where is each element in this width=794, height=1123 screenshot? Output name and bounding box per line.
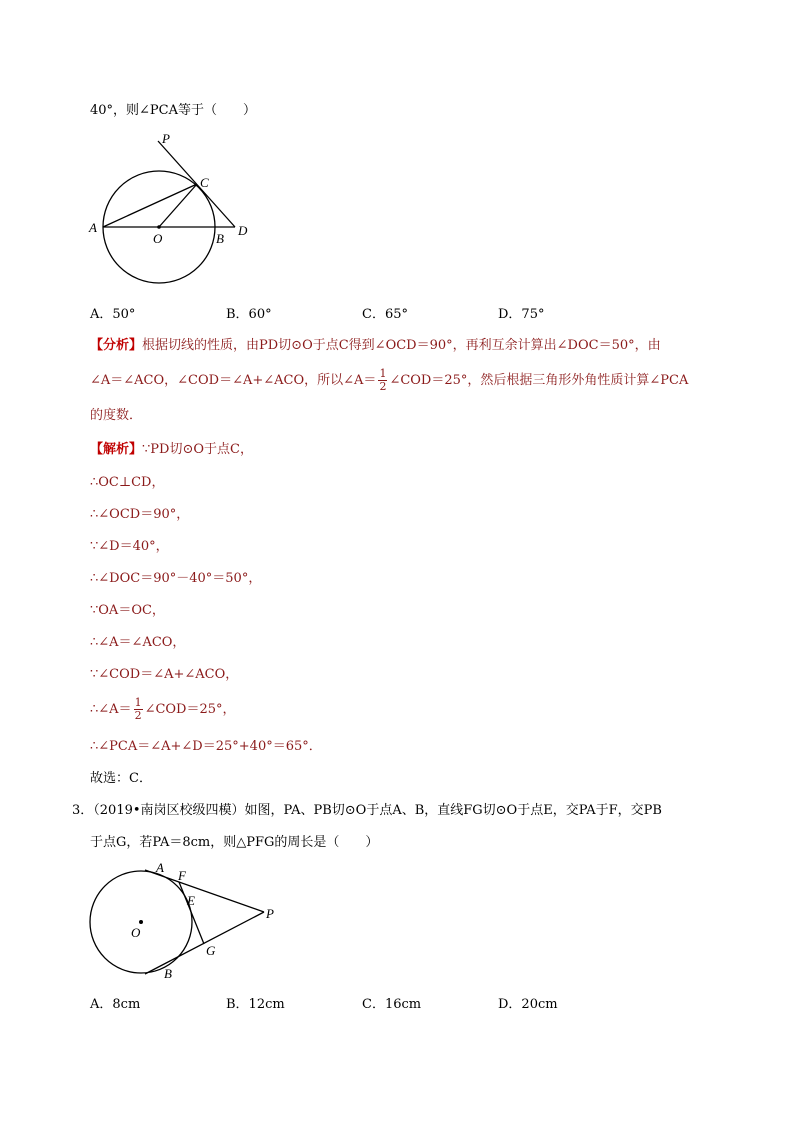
answer-line: 故选：C． (90, 771, 152, 786)
fig2-label-e: E (187, 893, 195, 908)
fig1-label-a: A (89, 220, 97, 235)
analysis-line-1: 【分析】根据切线的性质，由PD切⊙O于点C得到∠OCD＝90°，再利互余计算出∠DOC＝50°，由 (90, 338, 661, 353)
fig2-label-p: P (266, 906, 274, 921)
solution-step: ∴∠OCD＝90°， (90, 507, 190, 522)
q3-stem-line-1: 3．（2019•南岗区校级四模）如图，PA、PB切⊙O于点A、B，直线FG切⊙O于点E，交PA于F，交PB (72, 803, 662, 818)
q2-option-b: B．60° (226, 307, 272, 322)
q2-stem: 40°，则∠PCA等于（ ） (90, 103, 257, 118)
solution-step: ∴∠DOC＝90°－40°＝50°， (90, 571, 262, 586)
fig1-label-d: D (238, 223, 248, 238)
q3-stem-line-2: 于点G，若PA＝8cm，则△PFG的周长是（ ） (90, 835, 379, 850)
q2-figure (85, 128, 260, 288)
solution-step: ∴∠PCA＝∠A+∠D＝25°+40°＝65°． (90, 739, 322, 754)
q3-option-c: C．16cm (362, 997, 422, 1012)
fig2-label-b: B (164, 966, 172, 981)
solution-step: ∵OA＝OC， (90, 603, 165, 618)
solution-step: ∵∠COD＝∠A+∠ACO， (90, 667, 239, 682)
solution-tag: 【解析】 (90, 442, 143, 457)
fig1-label-p: P (162, 131, 170, 146)
analysis-fraction: $\frac{1}{2}$ (379, 367, 387, 393)
fig2-label-o: O (131, 925, 141, 940)
fig2-label-f: F (178, 868, 186, 883)
q2-option-a: A．50° (90, 307, 136, 322)
solution-step: ∴OC⊥CD， (90, 475, 165, 490)
q3-option-d: D．20cm (498, 997, 558, 1012)
analysis-line-2: ∠A＝∠ACO，∠COD＝∠A+∠ACO，所以∠A＝ $\frac{1}{2}$ ∠COD＝25°，然后根据三角形外角性质计算∠PCA (90, 367, 689, 393)
fig2-label-a: A (156, 860, 164, 875)
solution-line-1: 【解析】∵PD切⊙O于点C， (90, 442, 253, 457)
q3-figure (85, 858, 285, 983)
analysis-line-3: 的度数． (90, 408, 143, 423)
fig2-label-g: G (206, 943, 216, 958)
solution-fraction: $\frac{1}{2}$ (134, 696, 142, 722)
fig1-label-o: O (153, 231, 163, 246)
q2-option-d: D．75° (498, 307, 545, 322)
solution-step: ∴∠A＝∠ACO， (90, 635, 186, 650)
solution-step: ∵∠D＝40°， (90, 539, 169, 554)
q3-option-a: A．8cm (90, 997, 141, 1012)
fig1-label-c: C (200, 175, 209, 190)
q3-option-b: B．12cm (226, 997, 285, 1012)
q2-option-c: C．65° (362, 307, 408, 322)
fig1-label-b: B (216, 231, 224, 246)
analysis-tag: 【分析】 (90, 338, 143, 353)
solution-step-fraction: ∴∠A＝ $\frac{1}{2}$ ∠COD＝25°， (90, 696, 236, 722)
